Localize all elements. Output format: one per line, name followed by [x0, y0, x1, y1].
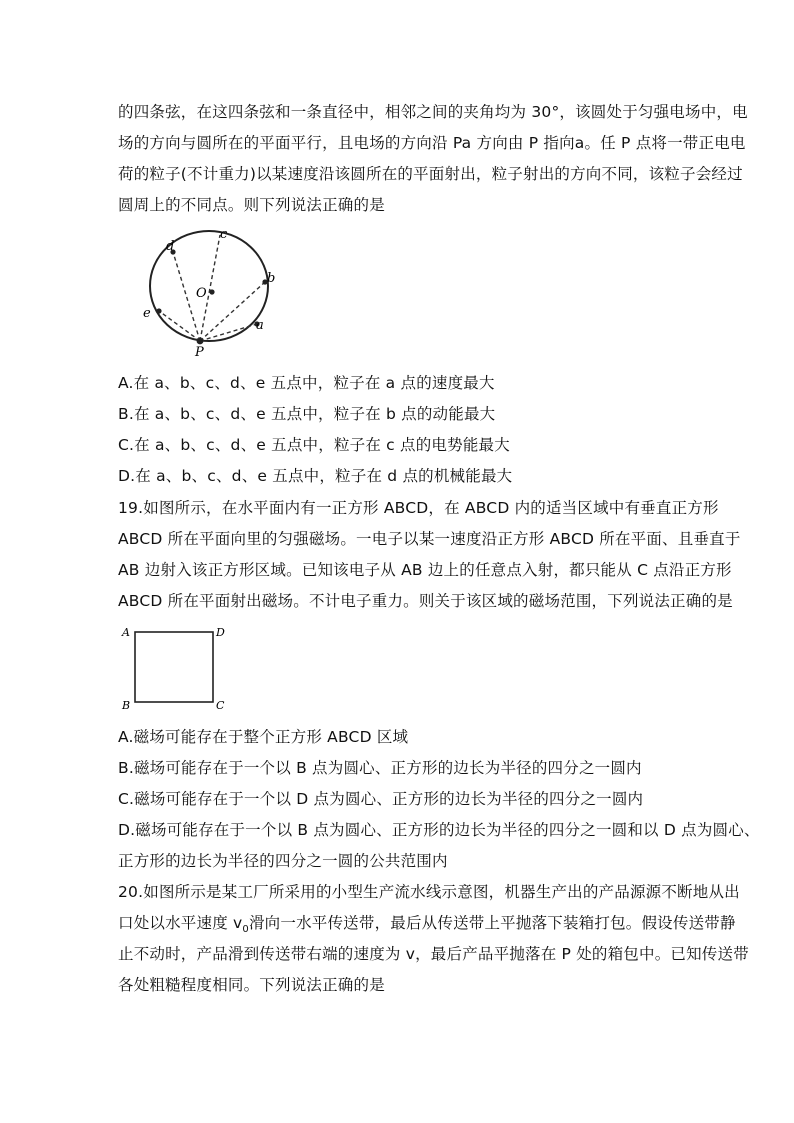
- q19-stem-line-2: ABCD 所在平面向里的匀强磁场。一电子以某一速度沿正方形 ABCD 所在平面、且垂直于: [118, 530, 741, 548]
- circle-diagram: [138, 226, 288, 360]
- q18-intro-line-2: 场的方向与圆所在的平面平行，且电场的方向沿 Pa 方向由 P 指向a。任 P 点将一带正电电: [118, 134, 746, 152]
- label-p: P: [195, 345, 204, 360]
- q18-intro-line-1: 的四条弦，在这四条弦和一条直径中，相邻之间的夹角均为 30°，该圆处于匀强电场中，电: [118, 103, 748, 121]
- q20-stem-line-4: 各处粗糙程度相同。下列说法正确的是: [118, 976, 385, 994]
- label-a-vertex: A: [122, 626, 130, 639]
- label-b: b: [267, 271, 276, 286]
- chord-pe: [159, 311, 200, 341]
- q18-option-a: A.在 a、b、c、d、e 五点中，粒子在 a 点的速度最大: [118, 374, 495, 392]
- q20-stem-line-3: 止不动时，产品滑到传送带右端的速度为 v，最后产品平抛落在 P 处的箱包中。已知传送带: [118, 945, 749, 963]
- q18-intro-line-4: 圆周上的不同点。则下列说法正确的是: [118, 196, 385, 214]
- label-b-vertex: B: [122, 699, 131, 712]
- q19-stem-line-3: AB 边射入该正方形区域。已知该电子从 AB 边上的任意点入射，都只能从 C 点沿正方形: [118, 561, 732, 579]
- q19-option-a: A.磁场可能存在于整个正方形 ABCD 区域: [118, 728, 409, 746]
- q20-line2-after: 滑向一水平传送带，最后从传送带上平抛落下装箱打包。假设传送带静: [248, 914, 736, 932]
- label-d: d: [166, 239, 175, 254]
- label-o: O: [196, 286, 207, 301]
- label-c-vertex: C: [216, 699, 225, 712]
- q19-option-c: C.磁场可能存在于一个以 D 点为圆心、正方形的边长为半径的四分之一圆内: [118, 790, 644, 808]
- q20-stem-line-1: 20.如图所示是某工厂所采用的小型生产流水线示意图，机器生产出的产品源源不断地从出: [118, 883, 740, 901]
- q19-option-d-line-1: D.磁场可能存在于一个以 B 点为圆心、正方形的边长为半径的四分之一圆和以 D 点为圆心、: [118, 821, 760, 839]
- q18-option-b: B.在 a、b、c、d、e 五点中，粒子在 b 点的动能最大: [118, 405, 496, 423]
- q20-stem-line-2: [118, 913, 736, 940]
- q20-line2-before: 口处以水平速度 v: [118, 914, 243, 932]
- q19-option-b: B.磁场可能存在于一个以 B 点为圆心、正方形的边长为半径的四分之一圆内: [118, 759, 642, 777]
- label-e: e: [143, 306, 151, 321]
- square-diagram: [118, 624, 230, 714]
- q18-intro-line-3: 荷的粒子(不计重力)以某速度沿该圆所在的平面射出，粒子射出的方向不同，该粒子会经过: [118, 165, 743, 183]
- point-o: [209, 289, 214, 294]
- square-abcd: [135, 632, 213, 702]
- q18-option-d: D.在 a、b、c、d、e 五点中，粒子在 d 点的机械能最大: [118, 467, 513, 485]
- q19-stem-line-1: 19.如图所示，在水平面内有一正方形 ABCD，在 ABCD 内的适当区域中有垂直正方形: [118, 499, 719, 517]
- point-e: [156, 308, 161, 313]
- label-d-vertex: D: [216, 626, 225, 639]
- q19-option-d-line-2: 正方形的边长为半径的四分之一圆的公共范围内: [118, 852, 448, 870]
- q19-stem-line-4: ABCD 所在平面射出磁场。不计电子重力。则关于该区域的磁场范围，下列说法正确的是: [118, 592, 733, 610]
- point-p: [197, 338, 204, 345]
- q18-option-c: C.在 a、b、c、d、e 五点中，粒子在 c 点的电势能最大: [118, 436, 510, 454]
- label-c: c: [220, 227, 228, 242]
- label-a: a: [256, 318, 264, 333]
- q20-line2-subscript: 0: [242, 924, 249, 936]
